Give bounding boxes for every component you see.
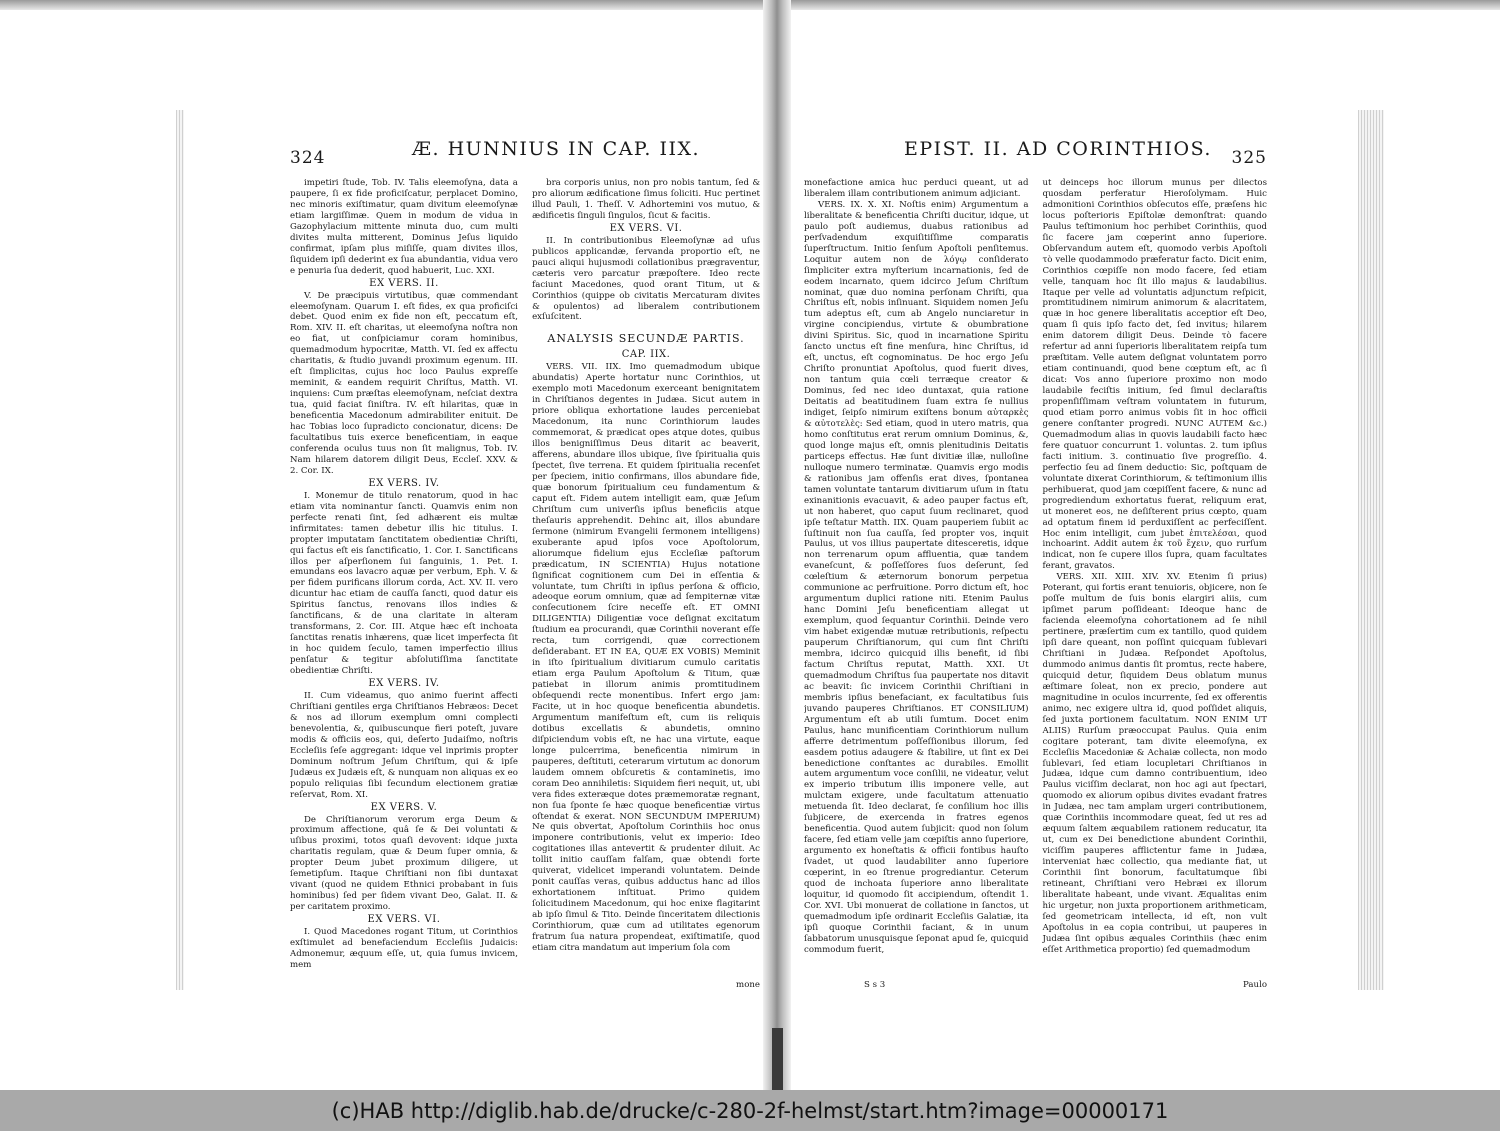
section-heading: CAP. IIX. [621,349,671,361]
page-number: 325 [1231,148,1267,168]
body-paragraph: II. In contributionibus Eleemoſynæ ad uſus publicos applicandæ, ſervanda proportio eſt, ne pauci aliqui hujusmodi collationibus prægraventur, cæteris vero parcatur præpoſtere. Ideo recte faciunt Macedones, quod orant Titum, ut & Corinthios (quippe ob civitatis Mercaturam divites & opulentos) ad liberalem contributionem exſuſcitent. [532,235,760,323]
section-heading: EX VERS. IV. [368,477,440,489]
page-number: 324 [290,148,326,168]
body-paragraph: I. Quod Macedones rogant Titum, ut Corinthios exſtimulet ad benefaciendum Eccleſiis Judaicis: Admonemur, æquum eſſe, ut, quia ſumus invicem, mem [290,927,518,970]
left-page-columns [290,178,760,978]
left-page-edge [176,110,184,990]
copyright-footer [0,1090,1500,1131]
body-paragraph: VERS. VII. IIX. Imo quemadmodum ubique abundatis) Aperte hortatur nunc Corinthios, ut exemplo moti Macedonum exerceant benignitatem in Chriſtianos degentes in Judæa. Sicut autem in priore obliqua exhortatione laudes perceniebat Macedonum, ita nunc Corinthiorum laudes commemorat, & prædicat opes atque dotes, quibus illos benigniſſimus Deus ditarit ac beaverit, afferens, abundare illos ubique, ſive ſpiritualia quis ſpectet, ſive terrena. Et quidem ſpiritualia recenſet per ſpeciem, initio confirmans, illos abundare fide, quæ bonorum ſpiritualium ceu fundamentum & caput eſt. Fidem autem intelligit eam, quæ Jeſum Chriſtum cum univerſis ipſius beneficiis atque theſauris apprehendit. Dehinc ait, illos abundare ſermone (nimirum Evangelii ſermonem intelligens) exuberante apud ipſos voce Apoſtolorum, aliorumque fidelium ejus Eccleſiæ paſtorum prædicatum, IN SCIENTIA) Hujus notatione ſignificat cognitionem cum Dei in eſſentia & voluntate, tum Chriſti in ipſius perſona & officio, adeoque eorum omnium, quæ ad ſempiternæ vitæ conſecutionem ſcire neceſſe eſt. ET OMNI DILIGENTIA) Diligentiæ voce deſignat excitatum ſtudium ea procurandi, quæ Corinthii noverant eſſe recta, tum corrigendi, quæ correctionem deſiderabant. ET IN EA, QUÆ EX VOBIS) Meminit in iſto ſpiritualium divitiarum cumulo caritatis etiam erga Paulum Apoſtolum & Titum, quæ patiebat in illorum animis promtitudinem obſequendi recte monentibus. Infert ergo jam: Facite, ut in hoc quoque beneficentia abundetis. Argumentum manifeſtum eſt, cum iis reliquis dotibus excellatis & abundetis, omnino diſpiciendum vobis eſt, ne hac una virtute, eaque longe pulcerrima, beneficentia nimirum in pauperes, deſtituti, ceterarum virtutum ac donorum laudem omnem obſcuretis & contaminetis, imo coram Deo annihiletis: Siquidem fieri nequit, ut, ubi vera fides exteræque dotes præmemoratæ regnant, non ſua ſponte ſe hæc quoque beneficentiæ virtus oſtendat & exerat. NON SECUNDUM IMPERIUM) Ne quis obvertat, Apoſtolum Corinthiis hoc onus imponere contributionis, velut ex imperio: Ideo cogitationes illas antevertit & prudenter diluit. Ac tollit initio cauſſam falſam, quæ obtendi forte quiverat, videlicet imperandi voluntatem. Deinde ponit cauſſas veras, quibus adductus hanc ad illos exhortationem inſtituat. Primo quidem ſolicitudinem Macedonum, qui hoc enixe flagitarint ab ipſo ſimul & Tito. Deinde ſinceritatem dilectionis Corinthiorum, quæ cum ad utilitates egenorum fratrum ſua natura propendeat, exiſtimatiſe, quod etiam citra mandatum aut imperium ſola com [532,362,760,953]
copyright-url-text: (c)HAB http://diglib.hab.de/drucke/c-280-2f-helmst/start.htm?image=00000171 [331,1098,1169,1123]
catchword-line [290,980,760,990]
signature-mark: S s 3 [864,980,886,990]
text-column [1042,178,1267,978]
section-heading: EX VERS. VI. [609,222,683,234]
text-column [804,178,1029,978]
catchword: Paulo [1243,980,1267,990]
body-paragraph: monefactione amica huc perduci queant, ut ad liberalem illam contributionem animum adjiciant. [804,178,1029,199]
section-heading: EX VERS. VI. [367,914,441,926]
body-paragraph: ut deinceps hoc illorum munus per dilectos quosdam perferatur Hieroſolymam. Huic admonitioni Corinthios obſecutos eſſe, præſens hic locus poſterioris Epiſtolæ demonſtrat: quando Paulus teſtimonium hoc perhibet Corinthiis, quod ſic facere jam cœperint anno ſuperiore. Obſervandum autem eſt, quomodo verbis Apoſtoli τὸ velle quodammodo præferatur facto. Dicit enim, Corinthios cœpiſſe non modo facere, ſed etiam velle, tanquam hoc ſit illo majus & laudabilius. Itaque per velle ad voluntatis adjunctum reſpicit, promtitudinem nimirum animorum & alacritatem, quæ in hoc genere liberalitatis acceptior eſt Deo, quam ſi quis ipſo facto det, ſed invitus; hilarem enim datorem diligit Deus. Deinde τὸ facere refertur ad anni ſuperioris liberalitatem reipſa tum præſtitam. Velle autem deſignat voluntatem porro etiam continuandi, quod bene cœptum eſt, ac ſi dicat: Vos anno ſuperiore proximo non modo laudabile feciſtis initium, ſed ſimul declaraſtis propenſiſſimam veſtram voluntatem in futurum, quod etiam porro animus vobis ſit in hoc officii genere conſtanter progredi. NUNC AUTEM &c.) Quemadmodum alias in quovis laudabili facto hæc fere quatuor concurrunt 1. voluntas. 2. tum ipſius facti initium. 3. continuatio ſive progreſſio. 4. perfectio ſeu ad ſinem deductio: Sic, poſtquam de voluntate dixerat Corinthiorum, & teſtimonium illis perhibuerat, quod jam cœpiſſent facere, & nunc ad progrediendum exhortatus fuerat, reliquum erat, ut moneret eos, ne deſiſterent prius cœpto, quam ad optatum finem id perduxiſſent ac perfeciſſent. Hoc enim intelligit, cum jubet ἐπιτελέσαι, quod inchoarint. Addit autem ἐκ τοῦ ἔχειν, quo rurſum indicat, non ſe cupere illos ſupra, quam facultates ferant, gravatos. [1042,178,1267,572]
running-title: EPIST. II. AD CORINTHIOS. [904,138,1212,160]
body-paragraph: II. Cum videamus, quo animo fuerint affecti Chriſtiani gentiles erga Chriſtianos Hebræos: Decet & nos ad illorum exemplum omni complecti benevolentia, &, quibuscunque fieri poteſt, juvare modis & officiis eos, qui, deſerto Judaiſmo, noſtris Eccleſiis ſeſe aggregant: idque vel inprimis propter Dominum noſtrum Jeſum Chriſtum, qui & ipſe Judæus ex Judæis eſt, & nunquam non aliquas ex eo populo reliquias ſibi ſecundum electionem gratiæ reſervat, Rom. XI. [290,690,518,800]
text-column [532,178,760,978]
left-page-header [290,134,760,174]
right-page [804,134,1267,990]
catchword: mone [736,980,760,990]
right-page-header [804,134,1267,174]
book-gutter [763,0,791,1090]
body-paragraph: impetiri ſtude, Tob. IV. Talis eleemoſyna, data a paupere, ſi ex fide proficiſcatur, perplacet Domino, nec minoris exiſtimatur, quam divitum eleemoſynæ etiam largiſſimæ. Quem in modum de vidua in Gazophylacium mittente minuta duo, cum multi divites multa mitterent, Dominus Jeſus liquido confirmat, ipſam plus miſiſſe, quam divites illos, ſiquidem ipſi dederint ex ſua abundantia, vidua vero e penuria ſua dederit, quod habuerit, Luc. XXI. [290,178,518,276]
spine-clip [772,1028,783,1090]
right-page-edge [1358,110,1384,990]
catchword-line [804,980,1267,990]
body-paragraph: bra corporis unius, non pro nobis tantum, ſed & pro aliorum ædificatione ſimus ſoliciti. Huc pertinet illud Pauli, 1. Theſſ. V. Adhortemini vos mutuo, & ædificetis ſinguli ſingulos, ſicut & facitis. [532,178,760,221]
body-paragraph: I. Monemur de titulo renatorum, quod in hac etiam vita nominantur ſancti. Quamvis enim non perfecte renati ſint, ſed adhærent eis multæ infirmitates: tamen debetur illis hic titulus. I. propter imputatam ſanctitatem obedientiæ Chriſti, qui factus eſt eis ſanctificatio, 1. Cor. I. Sanctificans illos per aſperſionem ſui ſanguinis, 1. Pet. I. emundans eos lavacro aquæ per verbum, Eph. V. & per fidem purificans illorum corda, Act. XV. II. vero dicuntur hac etiam de cauſſa ſancti, quod datur eis Spiritus ſanctus, renovans illos indies & ſanctificans, & de una claritate in alteram transformans, 2. Cor. III. Atque hæc eſt inchoata ſanctitas renatis inhærens, quæ licet imperfecta ſit in hoc quidem ſeculo, tamen imperfectio illius penſatur & tegitur abſolutiſſima ſanctitate obedientiæ Chriſti. [290,490,518,677]
section-heading: EX VERS. II. [369,277,439,289]
body-paragraph: VERS. IX. X. XI. Noſtis enim) Argumentum a liberalitate & beneficentia Chriſti ducitur, idque, ut paulo poſt audiemus, duabus rationibus ad perſvadendum exquiſitiſſime comparatis ſuperſtructum. Initio ſenſum Apoſtoli penſitemus. Loquitur autem non de λόγῳ conſiderato ſimpliciter extra myſterium incarnationis, ſed de eodem incarnato, quem idcirco Jeſum Chriſtum nominat, quæ duo nomina perſonam Chriſti, qua Chriſtus eſt, nobis inſinuant. Siquidem nomen Jeſu tum adeptus eſt, cum ab Angelo nunciaretur in virgine concipiendus, virtute & obumbratione divini Spiritus. Sic, quod in incarnatione Spiritu ſancto unctus eſt fine menſura, hinc Chriſtus, id eſt, unctus, eſt cognominatus. De hoc ergo Jeſu Chriſto pronuntiat Apoſtolus, quod fuerit dives, non tantum quia cœli terræque creator & Dominus, ſed nec ideo duntaxat, quia ratione Deitatis ad beatitudinem ſuam extra ſe nullius indiget, ſeipſo nimirum exiſtens bonum αὐταρκὲς & αὐτοτελὲς: Sed etiam, quod in utero matris, qua homo conſtitutus erat rerum omnium Dominus, &, quod longe majus eſt, omnis plenitudinis Deitatis particeps effectus. Hæ ſunt divitiæ illæ, nulloſine nulloque numero terminatæ. Quamvis ergo modis & rationibus jam offenſis erat dives, ſpontanea tamen voluntate tantarum divitiarum uſum in ſtatu exinanitionis evacuavit, & adeo pauper factus eſt, ut non haberet, quo caput ſuum reclinaret, quod ipſe teſtatur Matth. IIX. Quam pauperiem ſubiit ac ſuſtinuit non ſua cauſſa, ſed propter vos, inquit Paulus, ut vos illius paupertate ditesceretis, idque non terrenarum opum affluentia, quæ tandem evaneſcunt, & poſſeſſores ſuos deſerunt, ſed cœleſtium & æternorum bonorum perpetua communione ac perfruitione. Porro dictum eſt, hoc argumentum duplici ratione niti. Etenim Paulus hanc Domini Jeſu beneficentiam allegat ut exemplum, quod ſequantur Corinthii. Deinde vero vim habet exigendæ mutuæ retributionis, reſpectu pauperum Chriſtianorum, qui cum ſint Chriſti membra, idcirco quicquid illis benefit, id ſibi factum Chriſtus reputat, Matth. XXI. Ut quemadmodum Chriſtus ſua paupertate nos ditavit ac beavit: ſic invicem Corinthii Chriſtiani in membris ipſius benefaciant, ex facultatibus ſuis juvando pauperes Chriſtianos. ET CONSILIUM) Argumentum eſt ab utili ſumtum. Docet enim Paulus, hanc munificentiam Corinthiorum nullum afferre detrimentum poſſeſſionibus illorum, ſed easdem potius adaugere & ſtabilire, ut ſint ex Dei benedictione conſtantes ac durabiles. Emollit autem argumentum voce conſilii, ne videatur, velut ex imperio tributum illis imponere velle, aut mulctam exigere, unde facultatum attenuatio metuenda ſit. Ideo declarat, ſe conſilium hoc illis ſubjicere, de exercenda in fratres egenos beneficentia. Quod autem ſubjicit: quod non ſolum facere, ſed etiam velle jam cœpiſtis anno ſuperiore, argumento ex honeſtatis & officii fontibus hauſto ſvadet, ut quod laudabiliter anno ſuperiore cœperint, in eo ſtrenue progrediantur. Ceterum quod de inchoata ſuperiore anno liberalitate loquitur, id quomodo ſit accipiendum, oſtendit 1. Cor. XVI. Ubi monuerat de collatione in ſanctos, ut quemadmodum ipſe ordinarit Eccleſiis Galatiæ, ita ipſi quoque Corinthii faciant, & in unum ſabbatorum unusquisque ſeponat apud ſe, quicquid commodum fuerit, [804,199,1029,955]
running-title: Æ. HUNNIUS IN CAP. IIX. [412,138,701,160]
body-paragraph: VERS. XII. XIII. XIV. XV. Etenim ſi prius) Poterant, qui fortis erant tenuioris, objicere, non ſe poſſe multum de ſuis bonis elargiri aliis, cum ipſimet parum poſſideant: Ideoque hanc de facienda eleemoſyna cohortationem ad ſe nihil pertinere, præſertim cum ex tantillo, quod quidem ipſi dare queant, non poſſint quicquam ſublevari Chriſtiani in Judæa. Reſpondet Apoſtolus, dummodo animus dantis ſit promtus, recte habere, quicquid detur, ſiquidem Deus oblatum munus æſtimare ſoleat, non ex precio, pondere aut magnitudine in oculos incurrente, ſed ex offerentis animo, nec exigere ultra id, quod poſſidet aliquis, ſed juxta portionem facultatum. NON ENIM UT ALIIS) Rurſum præoccupat Paulus. Quia enim cogitare poterant, tam divite eleemoſyna, ex Eccleſiis Macedoniæ & Achaiæ collecta, non modo ſublevari, ſed etiam locupletari Chriſtianos in Judæa, idque cum damno contribuentium, ideo Paulus viciſſim declarat, non hoc agi aut ſpectari, quomodo ex aliorum opibus divites evadant fratres in Judæa, nec tam amplam urgeri contributionem, quæ Corinthiis incommodare queat, ſed ut res ad æquum ſaltem æquabilem rationem reducatur, ita ut, cum ex Dei benedictione abundent Corinthii, viciſſim pauperes afflictentur fame in Judæa, interveniat hæc collectio, qua mediante fiat, ut Corinthii ſint bonorum, facultatumque ſibi retineant, Chriſtiani vero Hebræi ex illorum liberalitate habeant, unde vivant. Æqualitas enim hic urgetur, non juxta proportionem arithmeticam, ſed geometricam intellecta, id eſt, non vult Apoſtolus in ea copia contribui, ut pauperes in Judæa ſint opibus æquales Corinthiis (hæc enim eſſet Arithmetica proportio) ſed quemadmodum [1042,572,1267,955]
left-page [290,134,760,990]
section-heading: EX VERS. V. [370,801,438,813]
right-page-columns [804,178,1267,978]
body-paragraph: De Chriſtianorum verorum erga Deum & proximum affectione, quâ ſe & Dei voluntati & uſibus proximi, totos quaſi devovent: idque juxta charitatis regulam, quæ & Deum ſuper omnia, & propter Deum jubet proximum diligere, ut ſemetipſum. Itaque Chriſtiani non ſibi duntaxat vivant (quod ne quidem Ethnici probabant in ſuis hominibus) ſed per ſidem vivant Deo, Galat. II. & per caritatem proximo. [290,814,518,913]
scan-top-edge [0,0,1500,10]
text-column [290,178,518,978]
analysis-heading: ANALYSIS SECUNDÆ PARTIS. [547,332,745,346]
body-paragraph: V. De præcipuis virtutibus, quæ commendant eleemoſynam. Quarum I. eſt fides, ex qua proficiſci debet. Quod enim ex fide non eſt, peccatum eſt, Rom. XIV. II. eſt charitas, ut eleemoſyna noſtra non eo fiat, ut conſpiciamur coram hominibus, quemadmodum hypocritæ, Matth. VI. ſed ex affectu charitatis, & ſtudio juvandi proximum egenum. III. eſt ſimplicitas, cujus hoc loco Paulus expreſſe meminit, & eandem requirit Chriſtus, Matth. VI. inquiens: Cum præſtas eleemoſynam, neſciat dextra tua, quid faciat ſiniſtra. IV. eſt hilaritas, quæ in beneficentia Macedonum admirabiliter enituit. De hac Tobias loco ſupradicto concionatur, dicens: De facultatibus tuis exerce beneficentiam, in eaque conferenda oculus tuus non ſit malignus, Tob. IV. Nam hilarem datorem diligit Deus, Eccleſ. XXV. & 2. Cor. IX. [290,290,518,476]
section-heading: EX VERS. IV. [368,677,440,689]
